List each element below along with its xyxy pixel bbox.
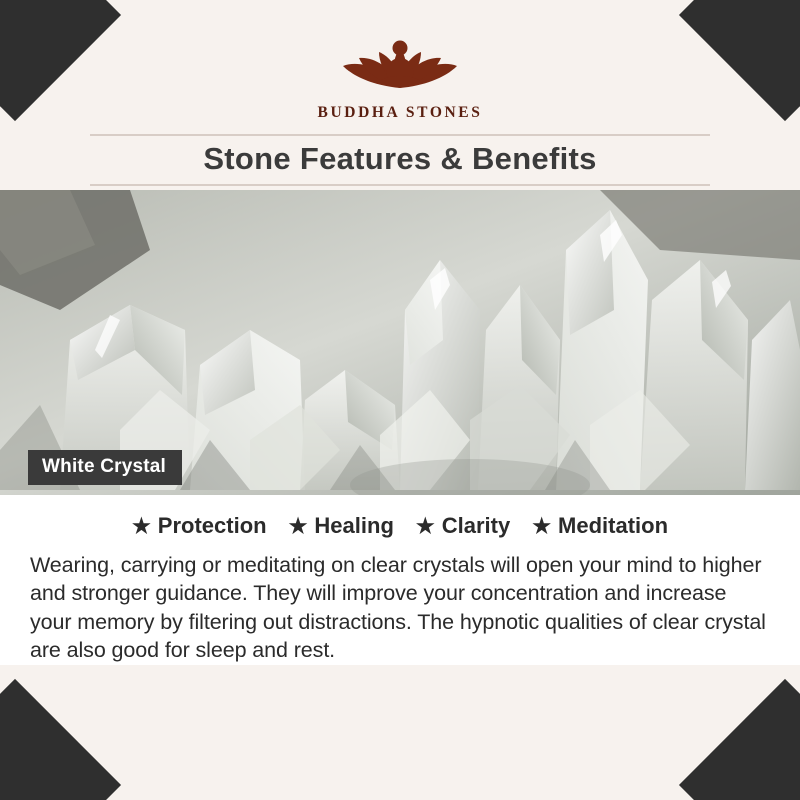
star-icon: ★ — [415, 514, 435, 538]
benefit-label: Clarity — [441, 513, 511, 538]
brand-name: BUDDHA STONES — [317, 104, 483, 121]
benefits-list — [30, 513, 770, 539]
benefit-label: Protection — [157, 513, 267, 538]
benefit-item — [132, 513, 267, 539]
title-band — [90, 134, 710, 186]
corner-decoration-bottom-right — [679, 679, 800, 800]
content-section — [0, 495, 800, 665]
description-text: Wearing, carrying or meditating on clear crystals will open your mind to higher and stronger guidance. They will improve your concentration and increase your memory by filtering out distractions. The hypnotic qualities of clear crystal are also good for sleep and rest. — [30, 553, 766, 663]
star-icon: ★ — [532, 514, 552, 538]
benefit-item — [289, 513, 394, 539]
benefit-item — [532, 513, 668, 539]
page-title: Stone Features & Benefits — [203, 141, 597, 176]
star-icon: ★ — [288, 514, 308, 538]
photo-caption: White Crystal — [28, 450, 182, 485]
star-icon: ★ — [131, 514, 151, 538]
benefit-label: Healing — [314, 513, 394, 538]
corner-decoration-bottom-left — [0, 679, 121, 800]
header — [0, 0, 800, 190]
crystal-photo — [0, 190, 800, 495]
benefit-item — [416, 513, 510, 539]
benefit-label: Meditation — [558, 513, 669, 538]
lotus-meditation-icon — [315, 22, 485, 102]
